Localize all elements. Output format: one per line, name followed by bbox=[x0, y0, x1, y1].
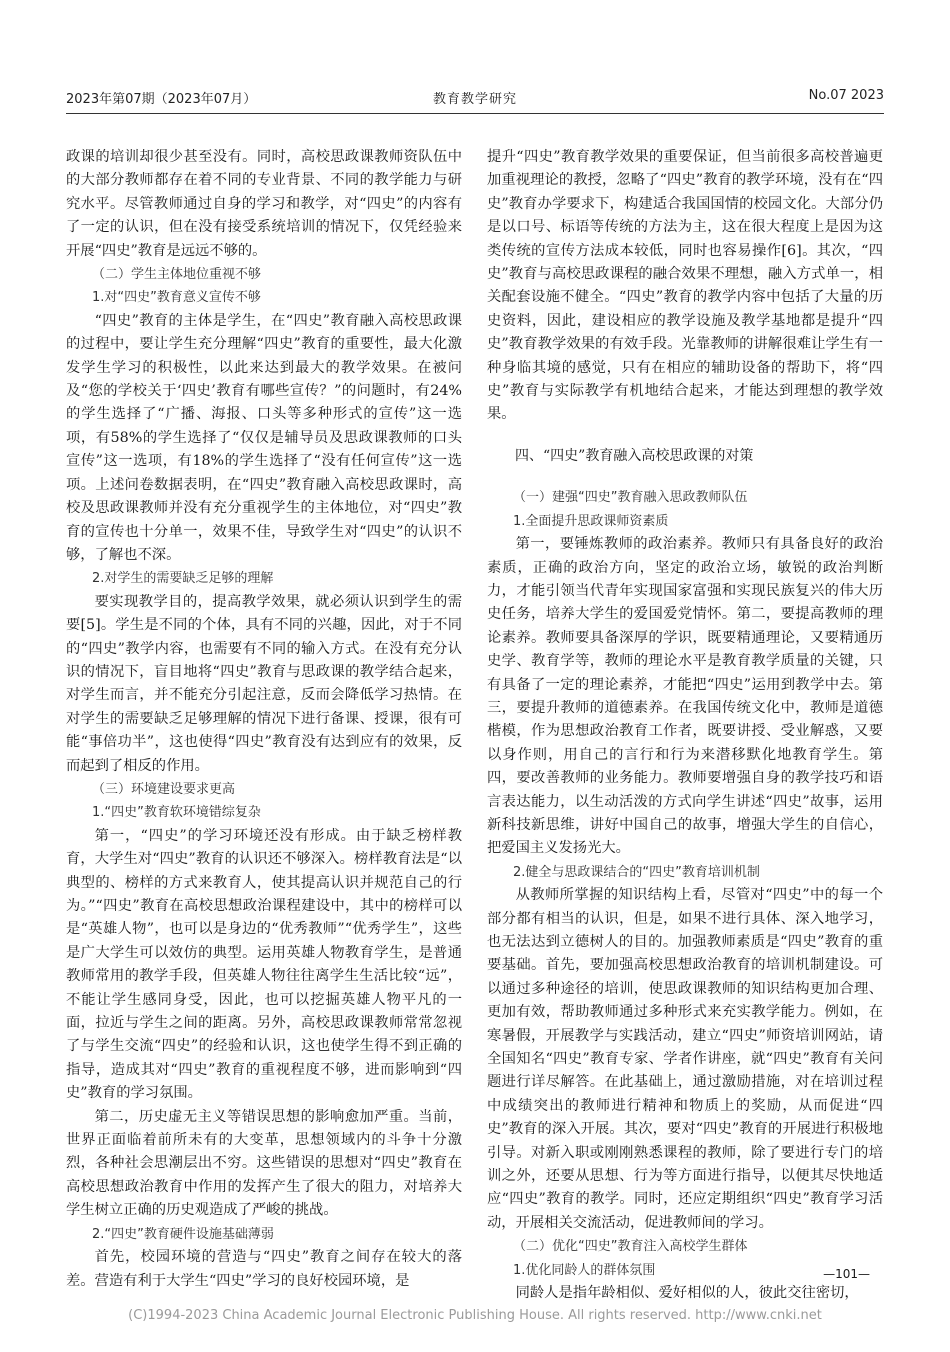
subheading: （三）环境建设要求更高 bbox=[92, 781, 236, 797]
header-section: 教育教学研究 bbox=[432, 92, 518, 107]
paragraph: 第二，历史虚无主义等错误思想的影响愈加严重。当前，世界正面临着前所未有的大变革，思想领域内的斗争十分激烈，各种社会思潮层出不穷。这些错误的思想对“四史”教育在高校思想政治教育中作用的发挥产生了很大的阻力，对培养大学生树立正确的历史观造成了严峻的挑战。 bbox=[66, 1108, 462, 1219]
header-number: No.07 2023 bbox=[808, 88, 884, 103]
paragraph: 从教师所掌握的知识结构上看，尽管对“四史”中的每一个部分都有相当的认识，但是，如果不进行具体、深入地学习，也无法达到立德树人的目的。加强教师素质是“四史”教育的重要基础。首先，要加强高校思想政治教育的培训机制建设。可以通过多种途径的培训，使思政课教师的知识结构更加合理、更加有效，帮助教师通过多种形式来充实教学能力。例如，在寒暑假，开展教学与实践活动，建立“四史”师资培训网站，请全国知名“四史”教育专家、学者作讲座，就“四史”教育有关问题进行详尽解答。在此基础上，通过激励措施，对在培训过程中成绩突出的教师进行精神和物质上的奖励，从而促进“四史”教育的深入开展。其次，要对“四史”教育的开展进行积极地引导。对新入职或刚刚熟悉课程的教师，除了要进行专门的培训之外，还要从思想、行为等方面进行指导，以便其尽快地适应“四史”教育的教学。同时，还应定期组织“四史”教育学习活动，开展相关交流活动，促进教师间的学习。 bbox=[487, 887, 883, 1231]
subheading: （一）建强“四史”教育融入思政教师队伍 bbox=[513, 490, 748, 506]
subheading: 2.健全与思政课结合的“四史”教育培训机制 bbox=[513, 864, 760, 880]
paragraph: 首先，校园环境的营造与“四史”教育之间存在较大的落差。营造有利于大学生“四史”学习的良好校园环境，是 bbox=[66, 1249, 462, 1289]
subheading: 2.对学生的需要缺乏足够的理解 bbox=[92, 571, 274, 587]
page-number: —101— bbox=[823, 1267, 870, 1281]
subheading: 2.“四史”教育硬件设施基础薄弱 bbox=[92, 1226, 274, 1242]
subheading: （二）优化“四史”教育注入高校学生群体 bbox=[513, 1239, 748, 1255]
paragraph: 同龄人是指年龄相似、爱好相似的人，彼此交往密切， bbox=[515, 1285, 859, 1302]
right-column bbox=[487, 146, 883, 1306]
section-heading: 四、“四史”教育融入高校思政课的对策 bbox=[515, 447, 754, 464]
paragraph: 要实现教学目的，提高教学效果，就必须认识到学生的需要[5]。学生是不同的个体，具有不同的兴趣，因此，对于不同的“四史”教学内容，也需要有不同的输入方式。在没有充分认识的情况下，盲目地将“四史”教育与思政课的教学结合起来，对学生而言，并不能充分引起注意，反而会降低学习热情。在对学生的需要缺乏足够理解的情况下进行备课、授课，很有可能“事倍功半”，这也使得“四史”教育没有达到应有的效果，反而起到了相反的作用。 bbox=[66, 593, 462, 774]
header-issue: 2023年第07期（2023年07月） bbox=[66, 92, 257, 107]
subheading: 1.“四史”教育软环境错综复杂 bbox=[92, 805, 261, 821]
subheading: 1.优化同龄人的群体氛围 bbox=[513, 1262, 656, 1278]
paragraph: 提升“四史”教育教学效果的重要保证，但当前很多高校普遍更加重视理论的教授，忽略了“四史”教育的教学环境，没有在“四史”教育办学要求下，构建适合我国国情的校园文化。大部分仍是以口号、标语等传统的方法为主，这在很大程度上是因为这类传统的宣传方法成本较低，同时也容易操作[6]。其次，“四史”教育与高校思政课程的融合效果不理想，融入方式单一，相关配套设施不健全。“四史”教育的教学内容中包括了大量的历史资料，因此，建设相应的教学设施及教学基地都是提升“四史”教育教学效果的有效手段。光靠教师的讲解很难让学生有一种身临其境的感觉，只有在相应的辅助设备的帮助下，将“四史”教育与实际教学有机地结合起来，才能达到理想的教学效果。 bbox=[487, 149, 883, 423]
copyright-footer: (C)1994-2023 China Academic Journal Electronic Publishing House. All rights reserved. http://www.cnki.net bbox=[128, 1308, 822, 1323]
paragraph: 第一，“四史”的学习环境还没有形成。由于缺乏榜样教育，大学生对“四史”教育的认识还不够深入。榜样教育法是“以典型的、榜样的方式来教育人，使其提高认识并规范自己的行为。”“四史”教育在高校思想政治课程建设中，其中的榜样可以是“英雄人物”，也可以是身边的“优秀教师”“优秀学生”，这些是广大学生可以效仿的典型。运用英雄人物教育学生，是普通教师常用的教学手段，但英雄人物往往离学生生活比较“远”，不能让学生感同身受，因此，也可以挖掘英雄人物平凡的一面，拉近与学生之间的距离。另外，高校思政课教师常常忽视了与学生交流“四史”的经验和认识，这也使学生得不到正确的指导，造成其对“四史”教育的重视程度不够，进而影响到“四史”教育的学习氛围。 bbox=[66, 827, 462, 1102]
paragraph: “四史”教育的主体是学生，在“四史”教育融入高校思政课的过程中，要让学生充分理解“四史”教育的重要性，最大化激发学生学习的积极性，以此来达到最大的教学效果。在被问及“您的学校关于‘四史’教育有哪些宣传？”的问题时，有24%的学生选择了“广播、海报、口头等多种形式的宣传”这一选项，有58%的学生选择了“仅仅是辅导员及思政课教师的口头宣传”这一选项，有18%的学生选择了“没有任何宣传”这一选项。上述问卷数据表明，在“四史”教育融入高校思政课时，高校及思政课教师并没有充分重视学生的主体地位，对“四史”教育的宣传也十分单一，效果不佳，导致学生对“四史”的认识不够，了解也不深。 bbox=[66, 312, 462, 563]
subheading: 1.全面提升思政课师资素质 bbox=[513, 513, 669, 529]
paragraph: 第一，要锤炼教师的政治素养。教师只有具备良好的政治素质，正确的政治方向，坚定的政治立场，敏锐的政治判断力，才能引领当代青年实现国家富强和实现民族复兴的伟大历史任务，培养大学生的爱国爱党情怀。第二，要提高教师的理论素养。教师要具备深厚的学识，既要精通理论，又要精通历史学、教育学等，教师的理论水平是教育教学质量的关键，只有具备了一定的理论素养，才能把“四史”运用到教学中去。第三，要提升教师的道德素养。在我国传统文化中，教师是道德楷模，作为思想政治教育工作者，既要讲授、受业解惑，又要以身作则，用自己的言行和行为来潜移默化地教育学生。第四，要改善教师的业务能力。教师要增强自身的教学技巧和语言表达能力，以生动活泼的方式向学生讲述“四史”故事，运用新科技新思维，讲好中国自己的故事，增强大学生的自信心，把爱国主义发扬光大。 bbox=[487, 536, 883, 857]
subheading: 1.对“四史”教育意义宣传不够 bbox=[92, 290, 261, 306]
paragraph: 政课的培训却很少甚至没有。同时，高校思政课教师资队伍中的大部分教师都存在着不同的专业背景、不同的教学能力与研究水平。尽管教师通过自身的学习和教学，对“四史”的内容有了一定的认识，但在没有接受系统培训的情况下，仅凭经验来开展“四史”教育是远远不够的。 bbox=[66, 149, 462, 259]
left-column bbox=[66, 146, 462, 1293]
subheading: （二）学生主体地位重视不够 bbox=[92, 267, 262, 283]
running-header bbox=[66, 88, 884, 110]
header-rule bbox=[66, 113, 884, 114]
